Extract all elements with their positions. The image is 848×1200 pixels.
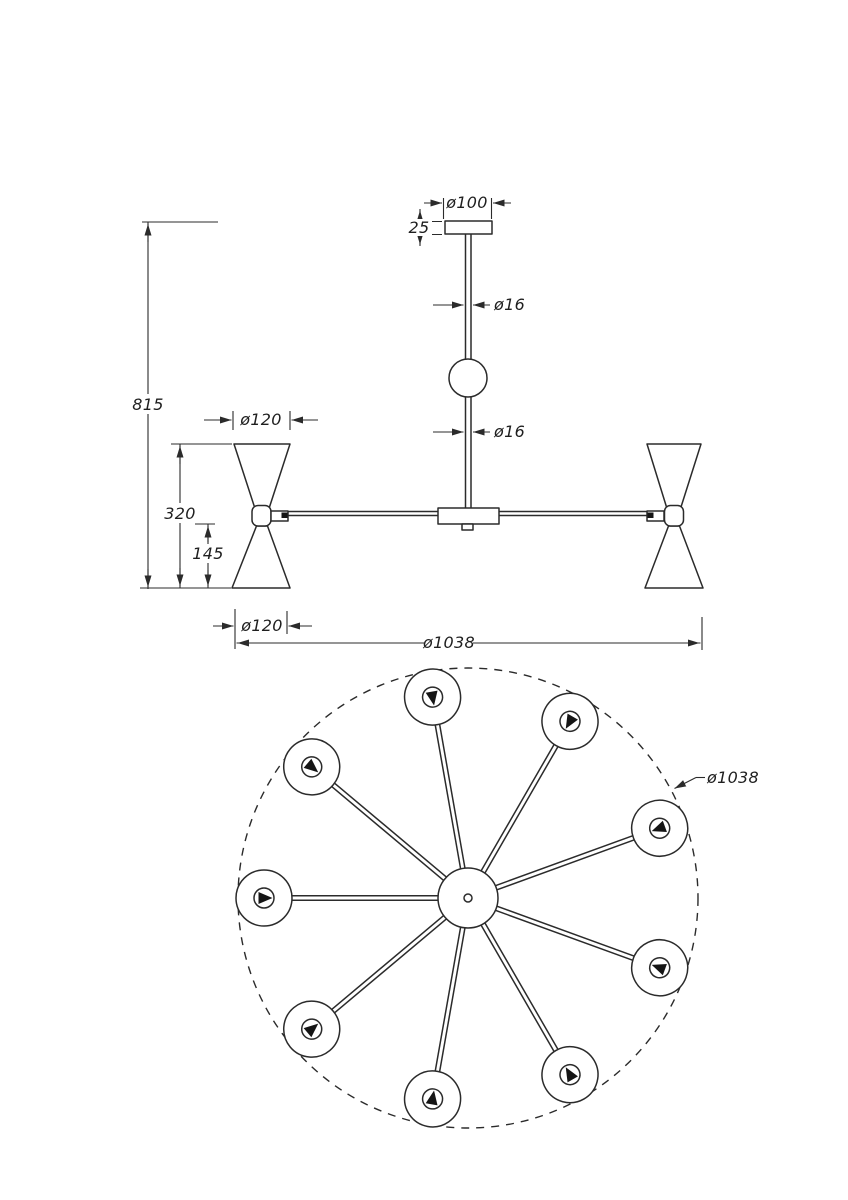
plan-arm	[400, 665, 490, 874]
arm-line	[331, 786, 444, 880]
stem-sphere	[449, 359, 487, 397]
dim-label-shade-lower-height: 145	[192, 544, 224, 563]
plan-arm	[487, 882, 696, 1004]
arm-line	[435, 927, 461, 1072]
plan-arm	[236, 870, 438, 926]
dim-overall-diameter	[237, 617, 703, 652]
dim-shade-height	[163, 444, 232, 588]
right-shade	[645, 444, 703, 588]
dim-label-upper-stem: ø16	[494, 295, 526, 314]
plan-arm	[272, 896, 463, 1069]
dim-canopy-height	[407, 209, 442, 246]
plan-diameter-label: ø1038	[707, 768, 760, 787]
left-shade-lower-cone	[232, 526, 290, 588]
plan-arm	[459, 910, 608, 1113]
dim-label-overall-height: 815	[132, 395, 164, 414]
arm-line	[497, 840, 635, 890]
plan-center-hole	[464, 894, 472, 902]
right-shade-upper-cone	[647, 444, 701, 507]
center-hub	[438, 508, 499, 524]
left-connector-detail	[282, 513, 288, 519]
arm-line	[331, 916, 444, 1010]
arm-line	[439, 723, 465, 868]
dim-label-shade-top-diameter: ø120	[240, 410, 282, 429]
arm-line	[485, 746, 559, 873]
plan-diameter-leader	[675, 768, 760, 789]
dim-overall-height	[132, 222, 218, 589]
plan-arm	[400, 923, 490, 1132]
hub-nub	[462, 524, 473, 530]
plan-arm	[459, 683, 608, 886]
arm-line	[334, 783, 447, 877]
dim-shade-top-diameter	[204, 410, 318, 430]
plan-arm	[272, 727, 463, 900]
dim-shade-lower-height	[191, 524, 225, 588]
arm-line	[497, 906, 635, 956]
dim-upper-stem-diameter	[433, 295, 525, 314]
plan-view	[236, 665, 759, 1132]
dim-label-overall-diameter: ø1038	[422, 633, 476, 652]
arm-line	[495, 835, 633, 885]
dim-canopy-diameter	[424, 193, 511, 219]
right-shade-waist	[665, 506, 684, 527]
ceiling-canopy	[445, 221, 492, 234]
dim-label-lower-stem: ø16	[494, 422, 526, 441]
dim-label-canopy-height: 25	[408, 218, 430, 237]
arm-line	[481, 925, 554, 1052]
arm-line	[481, 744, 554, 871]
dim-lower-stem-diameter	[433, 422, 525, 441]
left-shade-waist	[252, 506, 271, 527]
right-shade-lower-cone	[645, 526, 703, 588]
right-connector-detail	[648, 513, 654, 519]
arm-line	[435, 724, 461, 869]
left-shade-upper-cone	[234, 444, 290, 507]
dim-label-canopy-diameter: ø100	[446, 193, 488, 212]
plan-arm	[487, 792, 696, 914]
arm-line	[334, 919, 447, 1013]
dim-label-shade-bottom-diameter: ø120	[241, 616, 283, 635]
dim-label-shade-height: 320	[164, 504, 196, 523]
left-shade	[232, 444, 290, 588]
arm-line	[495, 910, 633, 960]
arm-line	[439, 928, 465, 1073]
front-elevation-view	[132, 193, 703, 652]
arm-line	[485, 923, 559, 1050]
